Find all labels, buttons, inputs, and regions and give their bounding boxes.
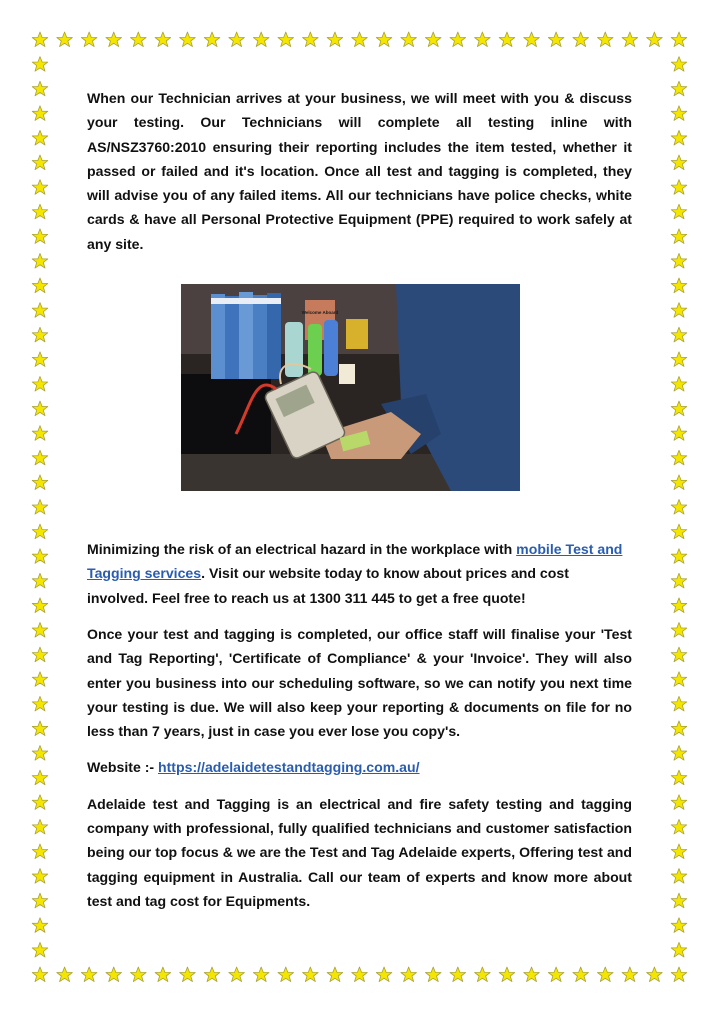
star-icon — [57, 32, 73, 47]
star-icon — [32, 253, 48, 268]
star-icon — [352, 32, 368, 47]
star-icon — [671, 672, 687, 687]
star-icon — [671, 204, 687, 219]
star-icon — [155, 967, 171, 982]
star-icon — [671, 81, 687, 96]
star-icon — [548, 32, 564, 47]
star-icon — [32, 106, 48, 121]
star-icon — [671, 598, 687, 613]
star-icon — [524, 967, 540, 982]
star-icon — [81, 967, 97, 982]
star-icon — [32, 942, 48, 957]
star-icon — [647, 967, 663, 982]
star-icon — [425, 32, 441, 47]
star-icon — [671, 303, 687, 318]
star-icon — [32, 721, 48, 736]
star-icon — [278, 32, 294, 47]
technician-testing-photo — [181, 284, 520, 491]
svg-text:Welcome Aboard: Welcome Aboard — [301, 310, 339, 316]
star-icon — [106, 967, 122, 982]
star-icon — [106, 32, 122, 47]
star-icon — [32, 475, 48, 490]
star-icon — [32, 598, 48, 613]
star-icon — [597, 967, 613, 982]
star-icon — [81, 32, 97, 47]
star-icon — [499, 967, 515, 982]
star-icon — [622, 967, 638, 982]
star-icon — [303, 32, 319, 47]
star-icon — [671, 500, 687, 515]
star-icon — [671, 918, 687, 933]
star-icon — [499, 32, 515, 47]
star-icon — [32, 303, 48, 318]
star-icon — [573, 32, 589, 47]
star-icon — [32, 819, 48, 834]
star-icon — [32, 647, 48, 662]
star-icon — [671, 475, 687, 490]
star-icon — [671, 819, 687, 834]
star-icon — [671, 844, 687, 859]
star-icon — [32, 696, 48, 711]
star-icon — [671, 746, 687, 761]
website-line — [87, 755, 632, 779]
star-icon — [475, 967, 491, 982]
mobile-test-tagging-link[interactable]: mobile Test and Tagging services — [87, 541, 623, 582]
star-icon — [32, 376, 48, 391]
star-icon — [32, 32, 48, 47]
star-icon — [327, 32, 343, 47]
photo-illustration — [181, 284, 520, 491]
star-icon — [32, 672, 48, 687]
star-icon — [573, 967, 589, 982]
star-icon — [32, 401, 48, 416]
star-icon — [671, 942, 687, 957]
star-icon — [352, 967, 368, 982]
star-icon — [671, 573, 687, 588]
star-icon — [671, 327, 687, 342]
star-icon — [671, 450, 687, 465]
star-icon — [32, 893, 48, 908]
star-icon — [524, 32, 540, 47]
star-icon — [32, 327, 48, 342]
star-icon — [671, 426, 687, 441]
star-icon — [32, 623, 48, 638]
star-icon — [32, 524, 48, 539]
star-icon — [376, 967, 392, 982]
star-icon — [671, 647, 687, 662]
star-icon — [450, 967, 466, 982]
blue-folders — [211, 292, 281, 379]
star-icon — [131, 967, 147, 982]
minimizing-text-before: Minimizing the risk of an electrical hazard in the workplace with — [87, 541, 517, 558]
star-icon — [32, 81, 48, 96]
star-icon — [32, 967, 48, 982]
star-icon — [32, 549, 48, 564]
star-icon — [597, 32, 613, 47]
star-icon — [204, 967, 220, 982]
star-icon — [671, 893, 687, 908]
star-icon — [327, 967, 343, 982]
star-icon — [671, 278, 687, 293]
star-icon — [32, 746, 48, 761]
website-link[interactable]: https://adelaidetestandtagging.com.au/ — [158, 759, 420, 776]
star-icon — [32, 155, 48, 170]
star-icon — [671, 253, 687, 268]
star-icon — [671, 524, 687, 539]
star-icon — [32, 57, 48, 72]
star-icon — [131, 32, 147, 47]
star-icon — [32, 844, 48, 859]
star-icon — [671, 795, 687, 810]
minimizing-risk-paragraph — [87, 537, 632, 610]
star-icon — [622, 32, 638, 47]
star-icon — [671, 549, 687, 564]
star-icon — [180, 967, 196, 982]
star-icon — [57, 967, 73, 982]
star-icon — [32, 278, 48, 293]
star-icon — [671, 696, 687, 711]
star-icon — [401, 967, 417, 982]
website-label: Website :- — [87, 759, 158, 776]
star-icon — [229, 32, 245, 47]
star-icon — [32, 426, 48, 441]
star-icon — [475, 32, 491, 47]
star-icon — [671, 229, 687, 244]
star-icon — [303, 967, 319, 982]
star-icon — [32, 450, 48, 465]
about-paragraph: Adelaide test and Tagging is an electrical and fire safety testing and tagging company with professional, fully qualified technicians and customer satisfaction being our top focus & we are the Test and Tag Adelaide experts, Offering test and tagging equipment in Australia. Call our team of experts and know more about test and tag cost for Equipments. — [87, 795, 632, 909]
star-icon — [253, 967, 269, 982]
star-icon — [671, 721, 687, 736]
star-icon — [32, 869, 48, 884]
star-icon — [253, 32, 269, 47]
star-icon — [671, 57, 687, 72]
star-icon — [32, 352, 48, 367]
star-icon — [32, 918, 48, 933]
star-icon — [155, 32, 171, 47]
star-icon — [204, 32, 220, 47]
star-icon — [32, 573, 48, 588]
star-icon — [671, 352, 687, 367]
minimizing-text-after: . Visit our website today to know about prices and cost involved. Feel free to reach us at 1300 311 445 to get a free quote! — [87, 565, 569, 606]
star-icon — [32, 229, 48, 244]
star-icon — [671, 869, 687, 884]
star-icon — [671, 967, 687, 982]
reporting-paragraph: Once your test and tagging is completed, our office staff will finalise your 'Test and Tag Reporting', 'Certificate of Compliance' & your 'Invoice'. They will also enter you business into our scheduling software, so we can notify you next time your testing is due. We will also keep your reporting & documents on file for no less than 7 years, just in case you ever lose you copy's. — [87, 625, 632, 740]
star-icon — [32, 130, 48, 145]
star-icon — [671, 32, 687, 47]
intro-paragraph: When our Technician arrives at your business, we will meet with you & discuss your testing. Our Technicians will complete all testing inline with AS/NSZ3760:2010 ensuring their reporting includes the item tested, whether it passed or failed and it's location. Once all test and tagging is completed, they will advise you of any failed items. All our technicians have police checks, white cards & have all Personal Protective Equipment (PPE) required to work safely at any site. — [87, 90, 632, 252]
star-icon — [450, 32, 466, 47]
star-icon — [671, 623, 687, 638]
star-icon — [548, 967, 564, 982]
star-icon — [278, 967, 294, 982]
star-icon — [376, 32, 392, 47]
star-icon — [32, 500, 48, 515]
star-icon — [671, 770, 687, 785]
star-icon — [32, 204, 48, 219]
star-icon — [32, 180, 48, 195]
star-icon — [671, 130, 687, 145]
star-icon — [32, 770, 48, 785]
star-icon — [671, 155, 687, 170]
star-icon — [671, 376, 687, 391]
star-icon — [671, 401, 687, 416]
star-icon — [425, 967, 441, 982]
star-icon — [32, 795, 48, 810]
document-body — [87, 86, 632, 913]
star-icon — [647, 32, 663, 47]
star-icon — [180, 32, 196, 47]
star-icon — [401, 32, 417, 47]
star-icon — [671, 106, 687, 121]
star-icon — [229, 967, 245, 982]
star-icon — [671, 180, 687, 195]
